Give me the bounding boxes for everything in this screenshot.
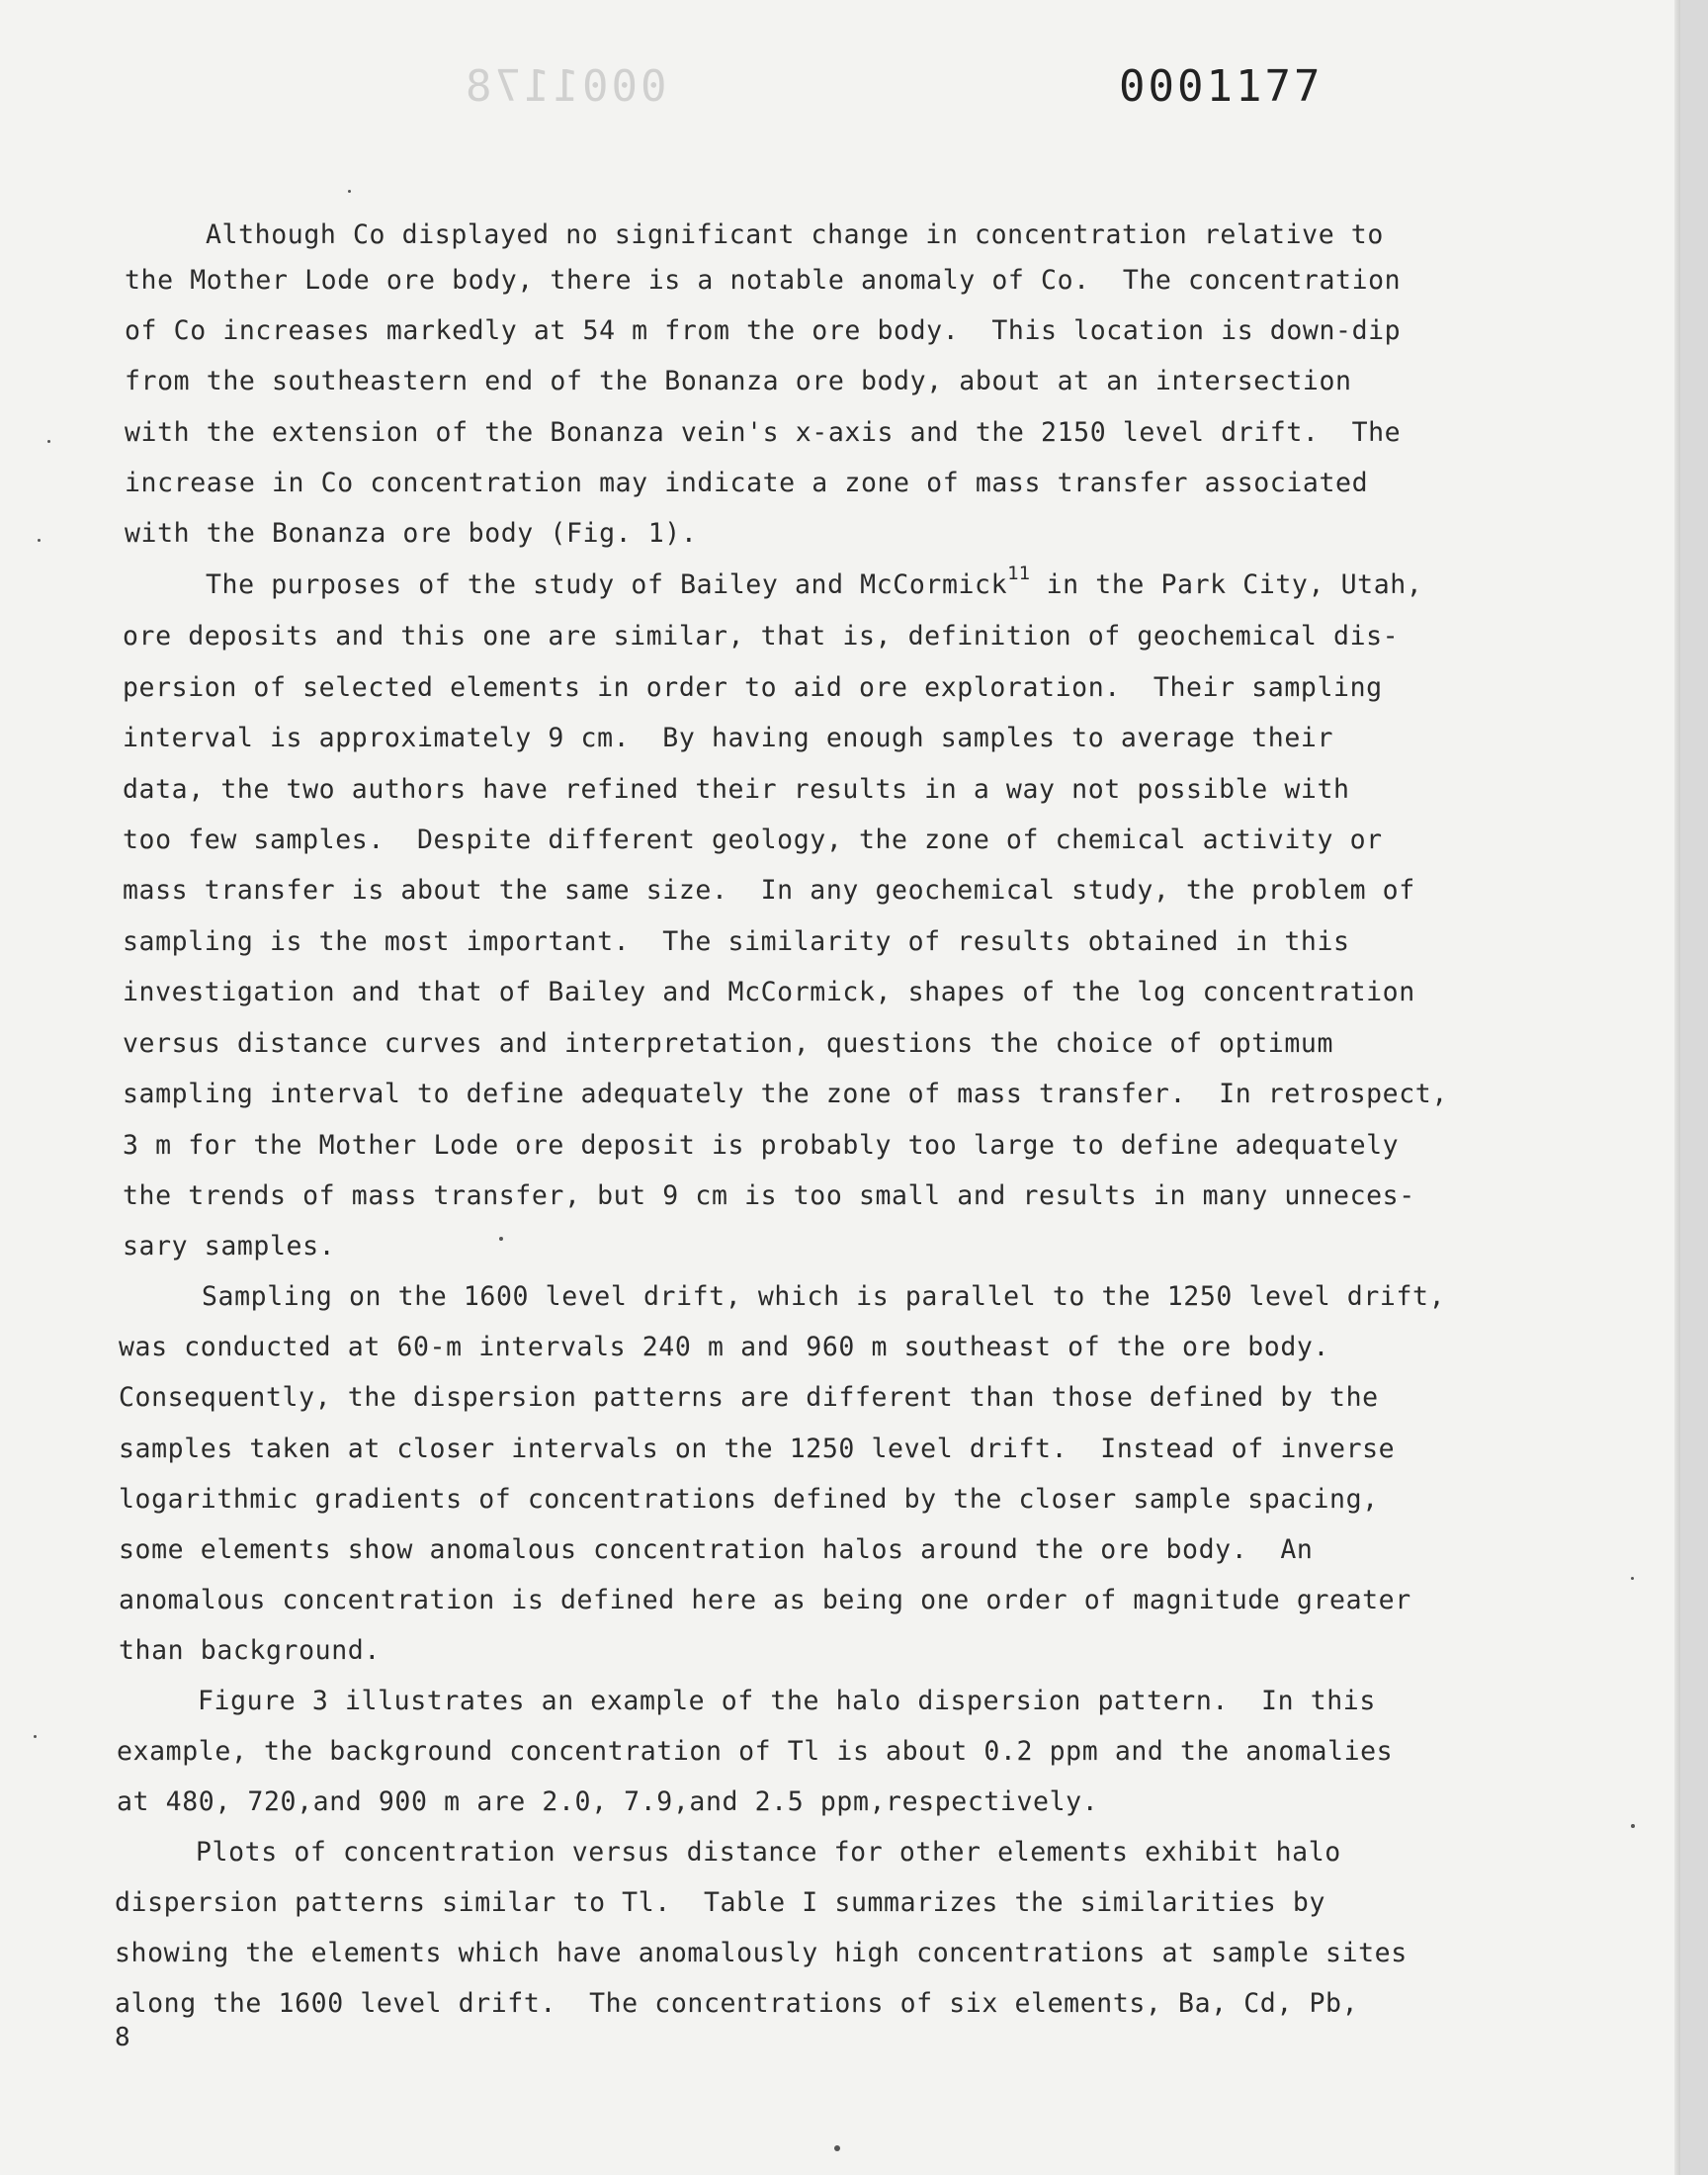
text-line: from the southeastern end of the Bonanza ore body, about at an intersection: [125, 366, 1352, 396]
text-line: along the 1600 level drift. The concentrations of six elements, Ba, Cd, Pb,: [115, 1988, 1359, 2019]
scan-speck: [1631, 1577, 1634, 1580]
scan-speck: [47, 440, 50, 443]
scan-speck: [38, 539, 41, 542]
text-line: example, the background concentration of Tl is about 0.2 ppm and the anomalies: [117, 1736, 1394, 1767]
text-line: Although Co displayed no significant change in concentration relative to: [206, 219, 1384, 250]
text-fragment: The purposes of the study of Bailey and McCormick: [206, 569, 1008, 600]
text-line: Plots of concentration versus distance for other elements exhibit halo: [196, 1837, 1341, 1868]
text-line: some elements show anomalous concentration halos around the ore body. An: [119, 1534, 1314, 1565]
scan-speck: [834, 2145, 840, 2151]
text-line-with-reference: [206, 563, 1423, 603]
text-line: sary samples.: [123, 1231, 336, 1262]
text-line: samples taken at closer intervals on the 1250 level drift. Instead of inverse: [119, 1434, 1396, 1464]
text-line: the trends of mass transfer, but 9 cm is too small and results in many unneces-: [123, 1180, 1415, 1211]
text-line: than background.: [119, 1635, 381, 1666]
bleed-through-number: 0001178: [463, 61, 667, 112]
text-line: Figure 3 illustrates an example of the halo dispersion pattern. In this: [198, 1686, 1376, 1716]
text-line: persion of selected elements in order to aid ore exploration. Their sampling: [123, 672, 1383, 703]
scan-speck: [499, 1237, 503, 1241]
text-line: showing the elements which have anomalously high concentrations at sample sites: [115, 1938, 1408, 1968]
text-line: anomalous concentration is defined here as being one order of magnitude greater: [119, 1585, 1411, 1615]
text-line: too few samples. Despite different geology, the zone of chemical activity or: [123, 825, 1383, 855]
text-line: was conducted at 60-m intervals 240 m and 960 m southeast of the ore body.: [119, 1332, 1330, 1362]
text-line: interval is approximately 9 cm. By having enough samples to average their: [123, 723, 1334, 753]
text-line: investigation and that of Bailey and McCormick, shapes of the log concentration: [123, 977, 1415, 1007]
document-number: 0001177: [1119, 61, 1324, 112]
text-line: versus distance curves and interpretation, questions the choice of optimum: [123, 1028, 1334, 1059]
text-line: of Co increases markedly at 54 m from the ore body. This location is down-dip: [125, 315, 1402, 346]
scan-speck: [1631, 1824, 1635, 1828]
scan-speck: [348, 190, 351, 193]
page-number: 8: [115, 2023, 130, 2052]
text-line: with the Bonanza ore body (Fig. 1).: [125, 518, 698, 549]
text-line: data, the two authors have refined their results in a way not possible with: [123, 774, 1350, 805]
text-line: sampling interval to define adequately the zone of mass transfer. In retrospect,: [123, 1079, 1448, 1109]
text-line: dispersion patterns similar to Tl. Table I summarizes the similarities by: [115, 1887, 1326, 1918]
text-fragment: in the Park City, Utah,: [1030, 569, 1423, 600]
text-line: logarithmic gradients of concentrations defined by the closer sample spacing,: [119, 1484, 1379, 1515]
page-edge: [1674, 0, 1680, 2175]
text-line: sampling is the most important. The similarity of results obtained in this: [123, 926, 1350, 957]
text-line: ore deposits and this one are similar, that is, definition of geochemical dis-: [123, 621, 1400, 652]
text-line: with the extension of the Bonanza vein's x-axis and the 2150 level drift. The: [125, 417, 1402, 448]
text-line: 3 m for the Mother Lode ore deposit is probably too large to define adequately: [123, 1130, 1400, 1161]
reference-superscript: 11: [1007, 563, 1031, 584]
text-line: increase in Co concentration may indicate a zone of mass transfer associated: [125, 468, 1369, 498]
text-line: Consequently, the dispersion patterns are different than those defined by the: [119, 1382, 1379, 1413]
scan-speck: [34, 1735, 37, 1738]
text-line: the Mother Lode ore body, there is a notable anomaly of Co. The concentration: [125, 265, 1402, 296]
text-line: mass transfer is about the same size. In any geochemical study, the problem of: [123, 875, 1415, 906]
text-line: at 480, 720,and 900 m are 2.0, 7.9,and 2.5 ppm,respectively.: [117, 1786, 1099, 1817]
text-line: Sampling on the 1600 level drift, which is parallel to the 1250 level drift,: [202, 1281, 1446, 1312]
